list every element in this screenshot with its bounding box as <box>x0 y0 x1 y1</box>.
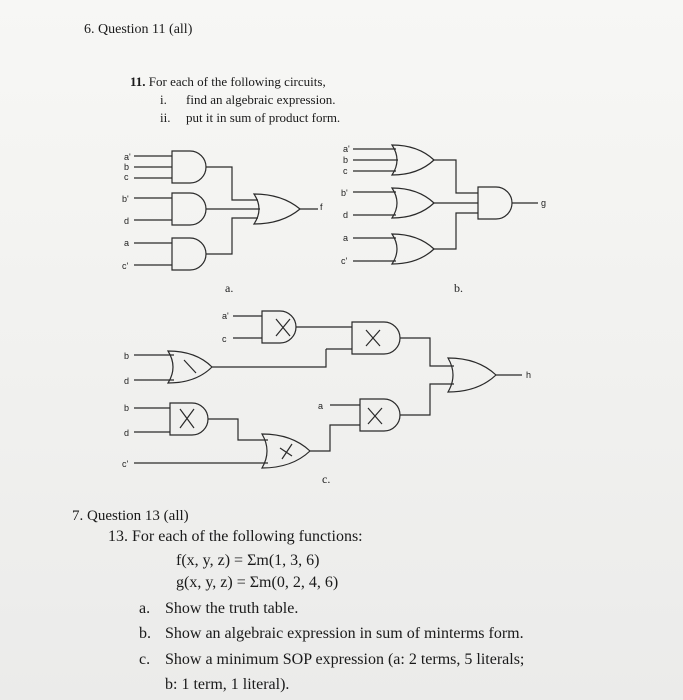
item-marker: i. <box>160 92 167 107</box>
input-wires <box>134 156 172 178</box>
wire <box>400 338 454 366</box>
input-label: d <box>124 428 130 438</box>
or-gate <box>254 194 300 224</box>
circuit-a <box>122 151 323 295</box>
circuit-c <box>122 311 531 486</box>
input-label: d <box>124 216 130 226</box>
problem-11-text: For each of the following circuits, <box>148 74 326 89</box>
item-text: find an algebraic expression. <box>186 92 336 107</box>
part-a <box>139 600 299 618</box>
input-label-a: a <box>318 401 324 411</box>
and-gate-crossed <box>352 322 400 354</box>
wire <box>310 425 360 451</box>
and-gate-crossed <box>262 311 296 343</box>
cross-mark <box>280 444 292 459</box>
or-gate <box>392 234 434 264</box>
input-wires <box>353 192 396 215</box>
input-label: a' <box>222 311 229 321</box>
input-wires <box>353 149 398 171</box>
problem-13-prompt <box>108 528 363 546</box>
input-wires <box>134 198 172 220</box>
caption-b: b. <box>454 281 463 295</box>
problem-13-number: 13. <box>108 528 128 545</box>
wire <box>212 349 326 367</box>
cross-mark <box>368 408 382 424</box>
input-label: a <box>343 233 349 243</box>
input-label: a' <box>124 152 131 162</box>
output-label-g: g <box>541 198 547 208</box>
input-label: b <box>124 351 130 361</box>
input-label: b' <box>122 194 129 204</box>
output-label-h: h <box>526 370 532 380</box>
cross-mark <box>184 360 196 373</box>
wire <box>434 160 478 193</box>
caption-c: c. <box>322 472 331 486</box>
item-marker: ii. <box>160 110 171 125</box>
part-text: Show an algebraic expression in sum of minterms form. <box>165 625 524 642</box>
part-c-continued: b: 1 term, 1 literal). <box>165 676 290 693</box>
question-7-heading: 7. Question 13 (all) <box>72 508 189 524</box>
caption-a: a. <box>225 281 234 295</box>
cross-mark <box>366 330 380 346</box>
part-b <box>139 625 524 643</box>
wire <box>400 384 454 415</box>
problem-11-number: 11. <box>130 74 146 89</box>
part-label: b. <box>139 625 151 642</box>
and-gate-crossed <box>360 399 400 431</box>
problem-13-text: For each of the following functions: <box>132 528 363 545</box>
input-label: c' <box>122 459 129 469</box>
input-label: b <box>124 162 130 172</box>
and-gate <box>172 151 206 183</box>
and-gate-crossed <box>170 403 208 435</box>
wire <box>434 213 478 249</box>
input-wires <box>353 238 396 261</box>
or-gate <box>392 145 434 175</box>
input-label: c' <box>122 261 129 271</box>
cross-mark <box>180 409 194 428</box>
circuit-b <box>341 144 546 295</box>
function-g: g(x, y, z) = Σm(0, 2, 4, 6) <box>176 574 339 591</box>
or-gate <box>392 188 434 218</box>
input-wires <box>233 316 262 338</box>
and-gate <box>172 193 206 225</box>
part-label: c. <box>139 651 151 668</box>
function-f: f(x, y, z) = Σm(1, 3, 6) <box>176 552 320 569</box>
input-label: d <box>343 210 349 220</box>
input-wires <box>134 408 170 432</box>
part-c <box>139 651 525 669</box>
part-text: Show the truth table. <box>165 600 299 617</box>
input-label: b <box>124 403 130 413</box>
input-label: c <box>124 172 129 182</box>
cross-mark <box>276 319 290 336</box>
input-label: c <box>222 334 227 344</box>
input-label: a <box>124 238 130 248</box>
input-label: c' <box>341 256 348 266</box>
input-label: d <box>124 376 130 386</box>
or-gate <box>262 434 310 468</box>
wire <box>206 167 258 200</box>
input-label: b <box>343 155 349 165</box>
wire <box>208 419 268 440</box>
and-gate <box>478 187 512 219</box>
part-text: Show a minimum SOP expression (a: 2 terms, 5 literals; <box>165 651 525 668</box>
input-wires <box>134 243 172 265</box>
input-label: b' <box>341 188 348 198</box>
item-text: put it in sum of product form. <box>186 110 341 125</box>
part-label: a. <box>139 600 151 617</box>
or-gate <box>448 358 496 392</box>
and-gate <box>172 238 206 270</box>
input-wires <box>134 355 174 380</box>
question-6-heading: 6. Question 11 (all) <box>84 22 193 37</box>
wire <box>206 218 258 254</box>
input-label: c <box>343 166 348 176</box>
input-label: a' <box>343 144 350 154</box>
output-label-f: f <box>320 202 323 212</box>
